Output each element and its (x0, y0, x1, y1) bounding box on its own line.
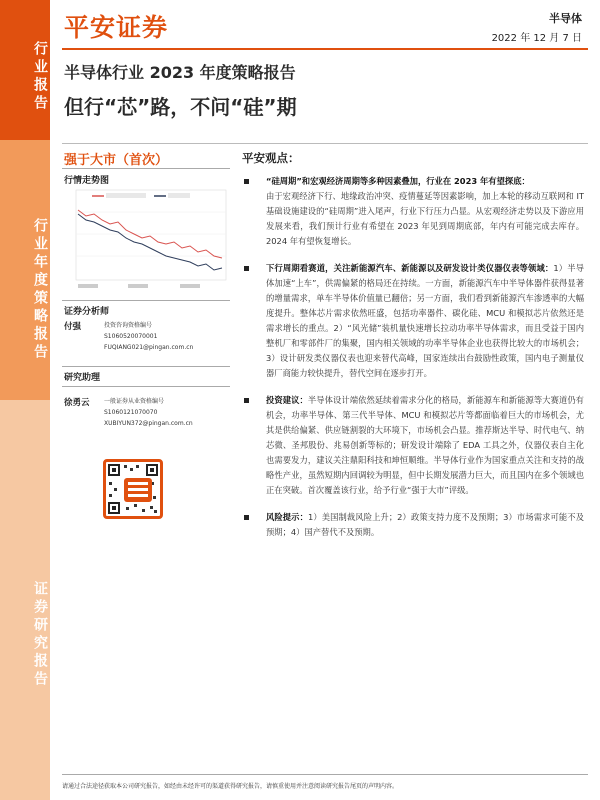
report-date: 2022 年 12 月 7 日 (491, 33, 582, 44)
point-lead: 下行周期看赛道，关注新能源汽车、新能源以及研发设计类仪器仪表等领域： (266, 263, 554, 273)
point-investment (242, 393, 584, 498)
report-title: 半导体行业 2023 年度策略报告 (64, 63, 296, 82)
point-risks (242, 510, 584, 540)
point-body: 半导体设计端依然延续着需求分化的格局，新能源车和新能源等大赛道仍有机会，功率半导体、第三代半导体、MCU 和模拟芯片等都面临着巨大的市场机会，尤其是供给偏紧、供应链割裂的大环境下，市场机会凸显。推荐斯达半导、时代电气、纳芯微、圣邦股份、兆易创新等标的；研发设计端除了 EDA 工具之外，仪器仪表自主化也需要发力，建议关注鼎阳科技和坤恒顺维。半导体行业作为国家重点关注和支持的战略性产业，虽然短期内回调较为明显，但中长期发展潜力巨大，而且国内在多个领域也正在突破。首次覆盖该行业，给予行业“强于大市”评级。 (266, 395, 584, 495)
chart-legend (92, 193, 190, 198)
point-sectors (242, 261, 584, 381)
assistants-heading: 研究助理 (64, 373, 101, 383)
point-body: 1）半导体加速“上车”，供需偏紧的格局还在持续。一方面，新能源汽车中半导体器件获得显著的增量需求，单车半导体价值量已翻倍；另一方面，我们看到新能源汽车渗透率的大幅度提升。整体芯片需求依然旺盛，包括功率器件、碳化硅、MCU 和模拟芯片依然还是需求增长的重点。2）“风光储”装机量快速增长拉动功率半导体需求，而且受益于国内整机厂和零部件厂的集聚，国内相关领域的功率半导体企业也获得比较大的市场机会；3）设计研发类仪器仪表也迎来替代高峰，国家连续出台鼓励性政策，国内电子测量仪器厂商能力较快提升，替代空间在逐步打开。 (266, 263, 584, 378)
point-lead: 投资建议： (266, 395, 308, 405)
legend-label-1 (106, 193, 146, 198)
chart-title: 行情走势图 (64, 176, 110, 186)
analyst-info (104, 320, 193, 353)
qr-logo-seal (124, 478, 152, 502)
title-divider (62, 143, 588, 144)
assistant-info (104, 396, 193, 429)
rating-divider (62, 168, 230, 169)
analyst-cert-label: 投资咨询资格编号 (104, 322, 153, 329)
assistant-divider (62, 386, 230, 387)
key-points-heading: 平安观点： (242, 151, 300, 165)
analyst-email[interactable]: FUQIANG021@pingan.com.cn (104, 344, 194, 351)
bullet-icon (244, 179, 249, 184)
sector-label: 半导体 (549, 12, 582, 25)
analyst-cert-id: S1060520070001 (104, 333, 158, 340)
analyst-divider-mid (62, 366, 230, 367)
assistant-cert-label: 一般证券从业资格编号 (104, 398, 165, 405)
assistant-email[interactable]: XUBIYUN372@pingan.com.cn (104, 420, 193, 427)
bullet-icon (244, 398, 249, 403)
point-lead: 风险提示： (266, 512, 308, 522)
header-divider (62, 48, 588, 50)
analyst-divider-top (62, 300, 230, 301)
assistant-cert-id: S1060121070070 (104, 409, 158, 416)
point-cycle (242, 174, 584, 249)
analysts-heading: 证券分析师 (64, 307, 110, 317)
bullet-icon (244, 515, 249, 520)
key-points-section (242, 150, 584, 552)
sidebar-securities-research: 证券研究报告 (0, 400, 50, 800)
sidebar-industry-report: 行业报告 (0, 0, 50, 140)
point-body: 1）美国制裁风险上升；2）政策支持力度不及预期；3）市场需求可能不及预期；4）国产替代不及预期。 (266, 512, 584, 537)
point-lead: “硅周期”和宏观经济周期等多种因素叠加，行业在 2023 年有望探底： (266, 176, 530, 186)
market-trend-chart (62, 186, 232, 296)
chart-axis-ticks (78, 284, 200, 288)
point-body: 由于宏观经济下行、地缘政治冲突、疫情蔓延等因素影响，加上本轮的移动互联网和 IT 基础设施建设的“硅周期”进入尾声，行业下行压力凸显。从宏观经济走势以及下游应用发展来看，我们预计行业有希望在 2023 年见到周期底部，年内有可能完成去库存。2024 年有望恢复增长。 (266, 191, 584, 246)
brand-logo: 平安证券 (64, 13, 169, 42)
legend-label-2 (168, 193, 190, 198)
bullet-icon (244, 266, 249, 271)
footer-divider (62, 774, 588, 775)
analyst-name: 付强 (64, 322, 82, 332)
footer-disclaimer: 请通过合法途径获取本公司研究报告，如经由未经许可的渠道获得研究报告，请慎重使用并注意阅读研究报告尾页的声明内容。 (62, 783, 399, 790)
report-subtitle: 但行“芯”路，不问“硅”期 (64, 95, 297, 119)
assistant-name: 徐勇云 (64, 398, 90, 408)
rating-label: 强于大市（首次） (64, 153, 169, 168)
sidebar-annual-strategy: 行业年度策略报告 (0, 140, 50, 400)
